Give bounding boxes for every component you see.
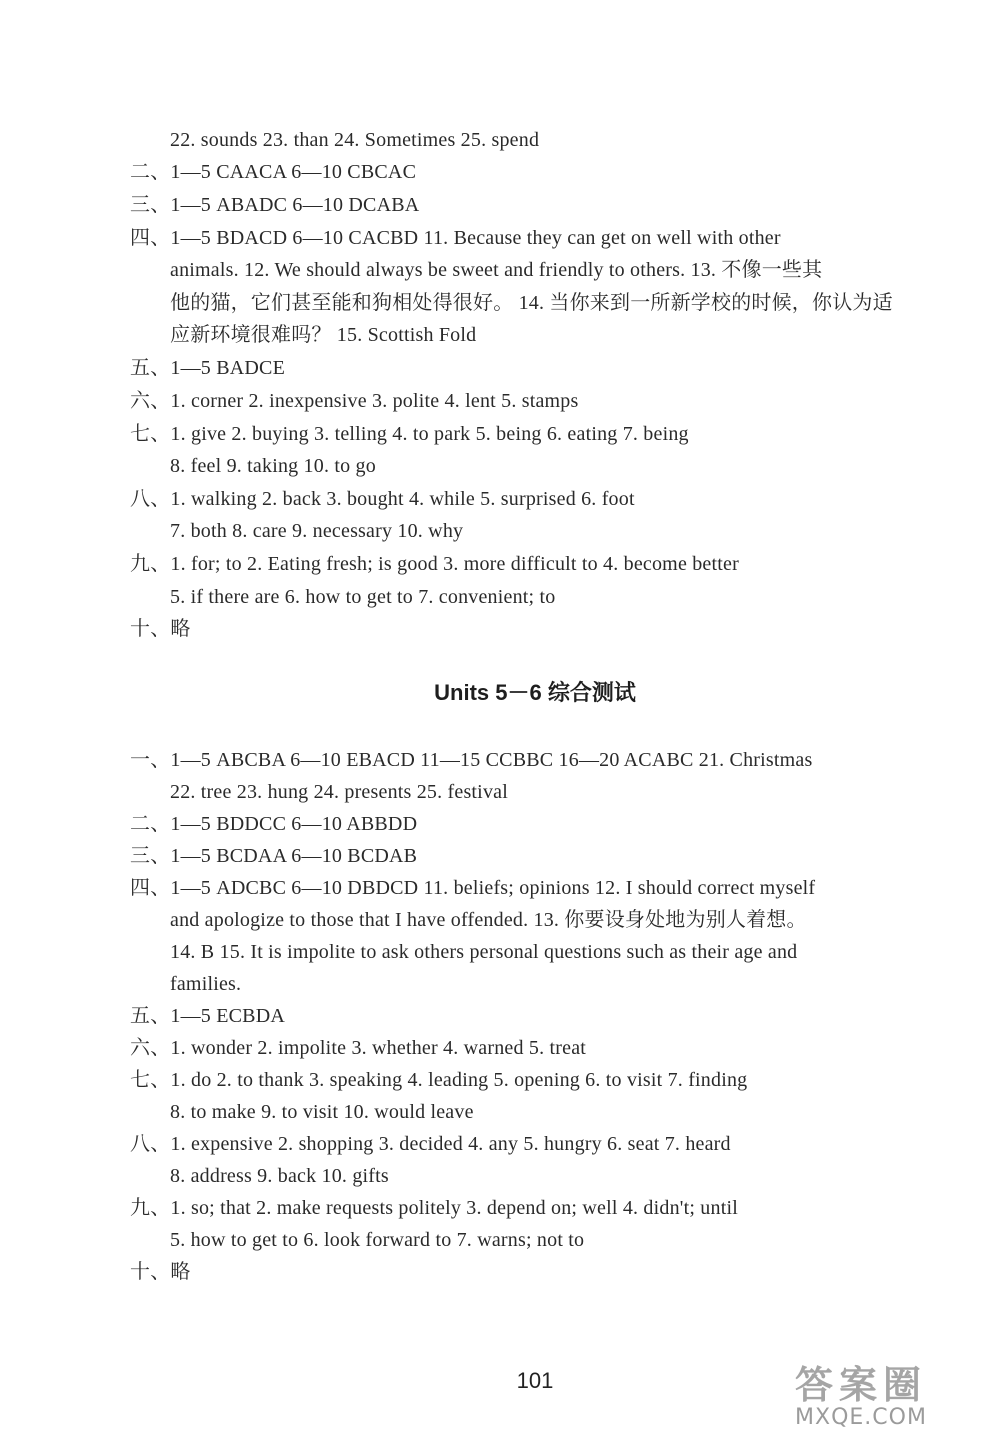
answer-line: 5. how to get to 6. look forward to 7. warns; not to	[170, 1229, 585, 1251]
answer-line: 他的猫，它们甚至能和狗相处得很好。 14. 当你来到一所新学校的时候，你认为适	[170, 292, 893, 314]
answer-line: 五、1—5 BADCE	[130, 357, 285, 379]
answer-line: 九、1. for; to 2. Eating fresh; is good 3. more difficult to 4. become better	[130, 553, 739, 575]
answer-line: 六、1. wonder 2. impolite 3. whether 4. warned 5. treat	[130, 1037, 587, 1059]
answer-line: 8. to make 9. to visit 10. would leave	[170, 1101, 474, 1123]
answer-line: 8. address 9. back 10. gifts	[170, 1165, 389, 1187]
answer-line: 十、略	[130, 1261, 191, 1283]
answer-line: 三、1—5 ABADC 6—10 DCABA	[130, 194, 420, 216]
watermark-text: 答案圈	[794, 1363, 927, 1407]
answer-line: 四、1—5 ADCBC 6—10 DBDCD 11. beliefs; opinions 12. I should correct myself	[130, 877, 816, 899]
answer-line: 8. feel 9. taking 10. to go	[170, 455, 376, 477]
answer-line: and apologize to those that I have offended. 13. 你要设身处地为别人着想。	[170, 909, 807, 931]
answer-line: 九、1. so; that 2. make requests politely 3. depend on; well 4. didn't; until	[130, 1197, 738, 1219]
page-number: 101	[516, 1368, 554, 1393]
section-title: Units 5－6 综合测试	[434, 680, 636, 705]
answer-line: 22. sounds 23. than 24. Sometimes 25. spend	[170, 129, 540, 151]
watermark-url: MXQE.COM	[795, 1405, 927, 1430]
answer-line: 八、1. expensive 2. shopping 3. decided 4. any 5. hungry 6. seat 7. heard	[130, 1133, 731, 1155]
answer-line: 14. B 15. It is impolite to ask others personal questions such as their age and	[170, 941, 798, 963]
answer-line: 7. both 8. care 9. necessary 10. why	[170, 520, 464, 542]
answer-line: 应新环境很难吗？ 15. Scottish Fold	[170, 324, 477, 346]
answer-line: 二、1—5 BDDCC 6—10 ABBDD	[130, 813, 418, 835]
answer-line: 八、1. walking 2. back 3. bought 4. while 5. surprised 6. foot	[130, 488, 635, 510]
answer-line: animals. 12. We should always be sweet and friendly to others. 13. 不像一些其	[170, 259, 823, 281]
answer-line: 四、1—5 BDACD 6—10 CACBD 11. Because they can get on well with other	[130, 227, 781, 249]
answer-line: 22. tree 23. hung 24. presents 25. festival	[170, 781, 508, 803]
answer-line: 一、1—5 ABCBA 6—10 EBACD 11—15 CCBBC 16—20 ACABC 21. Christmas	[130, 749, 813, 771]
answer-line: 5. if there are 6. how to get to 7. convenient; to	[170, 586, 556, 608]
answer-line: 七、1. do 2. to thank 3. speaking 4. leading 5. opening 6. to visit 7. finding	[130, 1069, 748, 1091]
answer-line: 二、1—5 CAACA 6—10 CBCAC	[130, 161, 417, 183]
answer-line: 五、1—5 ECBDA	[130, 1005, 285, 1027]
answer-line: 十、略	[130, 618, 191, 640]
watermark-logo	[736, 1365, 986, 1435]
answer-line: 三、1—5 BCDAA 6—10 BCDAB	[130, 845, 418, 867]
answer-line: 六、1. corner 2. inexpensive 3. polite 4. lent 5. stamps	[130, 390, 579, 412]
answer-line: 七、1. give 2. buying 3. telling 4. to park 5. being 6. eating 7. being	[130, 423, 689, 445]
answer-line: families.	[170, 973, 242, 995]
